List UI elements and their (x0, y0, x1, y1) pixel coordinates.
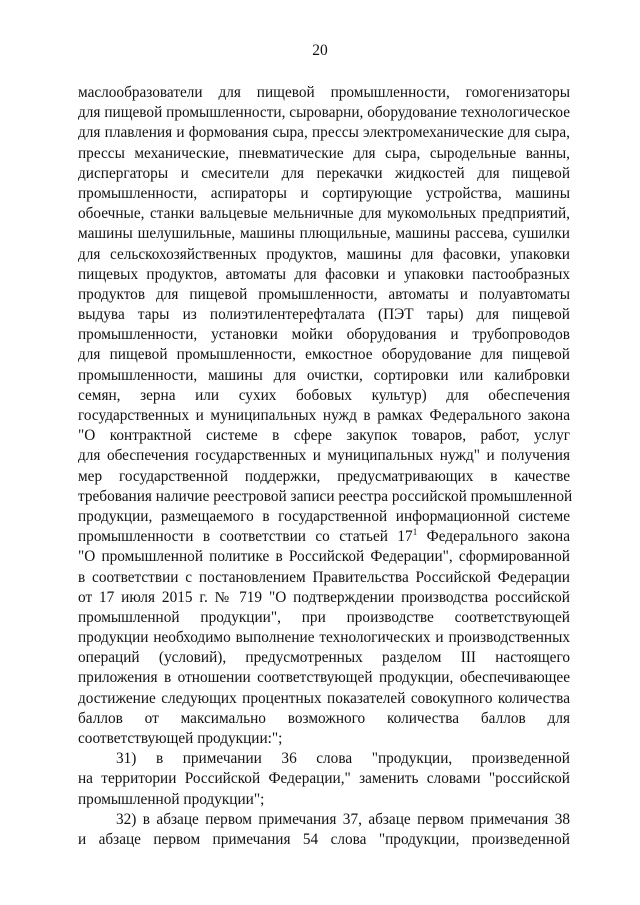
text-line: машины шелушильные, машины плющильные, машины рассева, сушилки (78, 225, 570, 243)
text-line: продукции, размещаемого в государственной информационной системе (78, 507, 570, 525)
text-line: для пищевой промышленности, емкостное оборудование для пищевой (78, 346, 570, 364)
text-line: приложения в отношении соответствующей продукции, обеспечивающее (78, 669, 570, 687)
text-segment: промышленности в соответствии со статьей 17 (78, 528, 413, 546)
text-line: и абзаце первом примечания 54 слова "продукции, произведенной (78, 830, 570, 848)
text-line: "О промышленной политике в Российской Федерации", сформированной (78, 548, 570, 566)
text-line: соответствующей продукции:"; (78, 730, 283, 747)
text-line: выдува тары из полиэтилентерефталата (ПЭТ тары) для пищевой (78, 306, 570, 324)
text-line: 31) в примечании 36 слова "продукции, произведенной (116, 750, 570, 768)
text-line: государственных и муниципальных нужд в рамках Федерального закона (78, 407, 570, 424)
text-line: для обеспечения государственных и муниципальных нужд" и получения (78, 447, 570, 465)
text-line: баллов от максимально возможного количества баллов для (78, 709, 570, 727)
text-line: операций (условий), предусмотренных разделом III настоящего (78, 649, 570, 667)
text-line: маслообразователи для пищевой промышленности, гомогенизаторы (78, 84, 570, 101)
text-line: промышленной продукции", при производстве соответствующей (78, 608, 570, 626)
text-line: "О контрактной системе в сфере закупок товаров, работ, услуг (78, 427, 570, 445)
page-number: 20 (312, 42, 328, 59)
paragraph-31 (78, 749, 570, 810)
text-line: для сельскохозяйственных продуктов, машины для фасовки, упаковки (78, 245, 570, 263)
text-line: на территории Российской Федерации," заменить словами "российской (78, 770, 570, 788)
text-line: семян, зерна или сухих бобовых культур) для обеспечения (78, 386, 570, 404)
text-line: промышленности, машины для очистки, сортировки или калибровки (78, 366, 570, 384)
text-line: продукции необходимо выполнение технологических и производственных (78, 629, 570, 647)
text-line: промышленности, аспираторы и сортирующие устройства, машины (78, 184, 570, 202)
text-line: обоечные, станки вальцевые мельничные для мукомольных предприятий, (78, 205, 570, 223)
text-line: диспергаторы и смесители для перекачки жидкостей для пищевой (78, 164, 570, 182)
paragraph-1 (78, 83, 573, 749)
text-line: для плавления и формования сыра, прессы электромеханические для сыра, (78, 124, 570, 142)
text-line: промышленной продукции"; (78, 790, 265, 808)
paragraph-32 (78, 810, 570, 850)
text-line-with-superscript (78, 527, 570, 547)
superscript: 1 (412, 527, 418, 538)
text-line: пищевых продуктов, автоматы для фасовки и упаковки пастообразных (78, 265, 570, 283)
text-line: 32) в абзаце первом примечания 37, абзаце первом примечания 38 (116, 810, 570, 828)
text-line: требования наличие реестровой записи реестра российской промышленной (78, 487, 573, 505)
text-segment: Федерального закона (417, 528, 570, 546)
text-line: в соответствии с постановлением Правительства Российской Федерации (78, 568, 570, 586)
text-line: продуктов для пищевой промышленности, автоматы и полуавтоматы (78, 285, 570, 303)
text-line: мер государственной поддержки, предусматривающих в качестве (78, 467, 570, 485)
text-line: от 17 июля 2015 г. № 719 "О подтверждении производства российской (78, 588, 570, 606)
text-line: прессы механические, пневматические для сыра, сыродельные ванны, (78, 144, 570, 162)
text-line: промышленности, установки мойки оборудования и трубопроводов (78, 326, 570, 344)
text-line: достижение следующих процентных показателей совокупного количества (78, 689, 570, 707)
text-line: для пищевой промышленности, сыроварни, оборудование технологическое (78, 104, 570, 122)
document-body (78, 83, 573, 850)
